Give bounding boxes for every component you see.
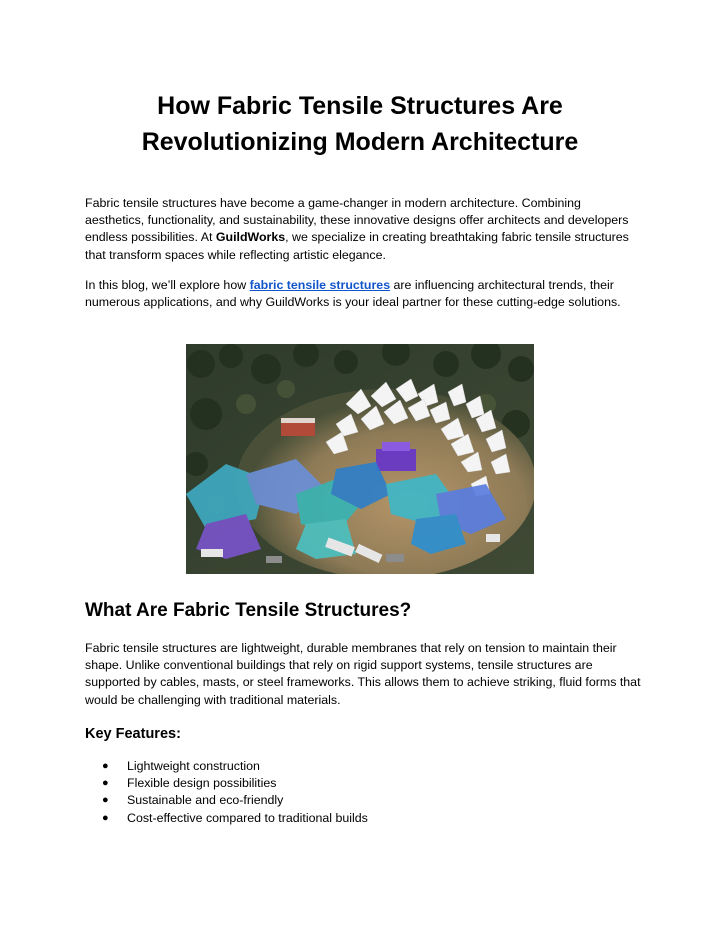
bullet-icon: ● <box>102 794 109 807</box>
list-item <box>100 758 368 775</box>
title-line-2: Revolutionizing Modern Architecture <box>141 128 579 156</box>
fabric-tensile-link[interactable]: fabric tensile structures <box>249 278 391 292</box>
intro-p2-text-a: In this blog, we’ll explore how <box>85 278 250 292</box>
aerial-photo-illustration <box>186 344 534 574</box>
bullet-icon: ● <box>102 777 109 790</box>
list-item <box>100 775 368 792</box>
list-item-label: Sustainable and eco-friendly <box>127 793 284 808</box>
list-item-label: Flexible design possibilities <box>127 776 277 791</box>
brand-name: GuildWorks <box>215 230 286 245</box>
title-line-1: How Fabric Tensile Structures Are <box>157 92 563 120</box>
list-item-label: Lightweight construction <box>127 759 260 773</box>
aerial-photo-tensile-structures <box>186 344 534 574</box>
key-features-heading: Key Features: <box>85 726 181 742</box>
intro-p1-text-b: , we specialize in creating breathtaking fabric tensile structures that transform spaces while reflecting artistic elegance. <box>85 230 629 262</box>
list-item <box>100 792 368 809</box>
section-heading: What Are Fabric Tensile Structures? <box>85 600 412 621</box>
intro-paragraph-2 <box>85 277 641 311</box>
list-item <box>100 810 368 827</box>
intro-p1-text-a: Fabric tensile structures have become a game-changer in modern architecture. Combining aesthetics, functionality, and sustainability, these innovative designs offer architects and developers endless possibilities. At <box>85 196 629 245</box>
page-title <box>0 88 720 160</box>
bullet-icon: ● <box>102 760 109 772</box>
key-features-list <box>100 758 368 827</box>
list-item-label: Cost-effective compared to traditional builds <box>127 810 368 825</box>
section-body: Fabric tensile structures are lightweight, durable membranes that rely on tension to maintain their shape. Unlike conventional buildings that rely on rigid support systems, tensile structures are supported by cables, masts, or steel frameworks. This allows them to achieve striking, fluid forms that would be challenging with traditional materials. <box>85 641 641 707</box>
bullet-icon: ● <box>102 811 109 824</box>
intro-paragraph-1 <box>85 195 641 264</box>
intro-p2-text-b: are influencing architectural trends, their numerous applications, and why GuildWorks is your ideal partner for these cutting-edge solutions. <box>85 278 621 310</box>
